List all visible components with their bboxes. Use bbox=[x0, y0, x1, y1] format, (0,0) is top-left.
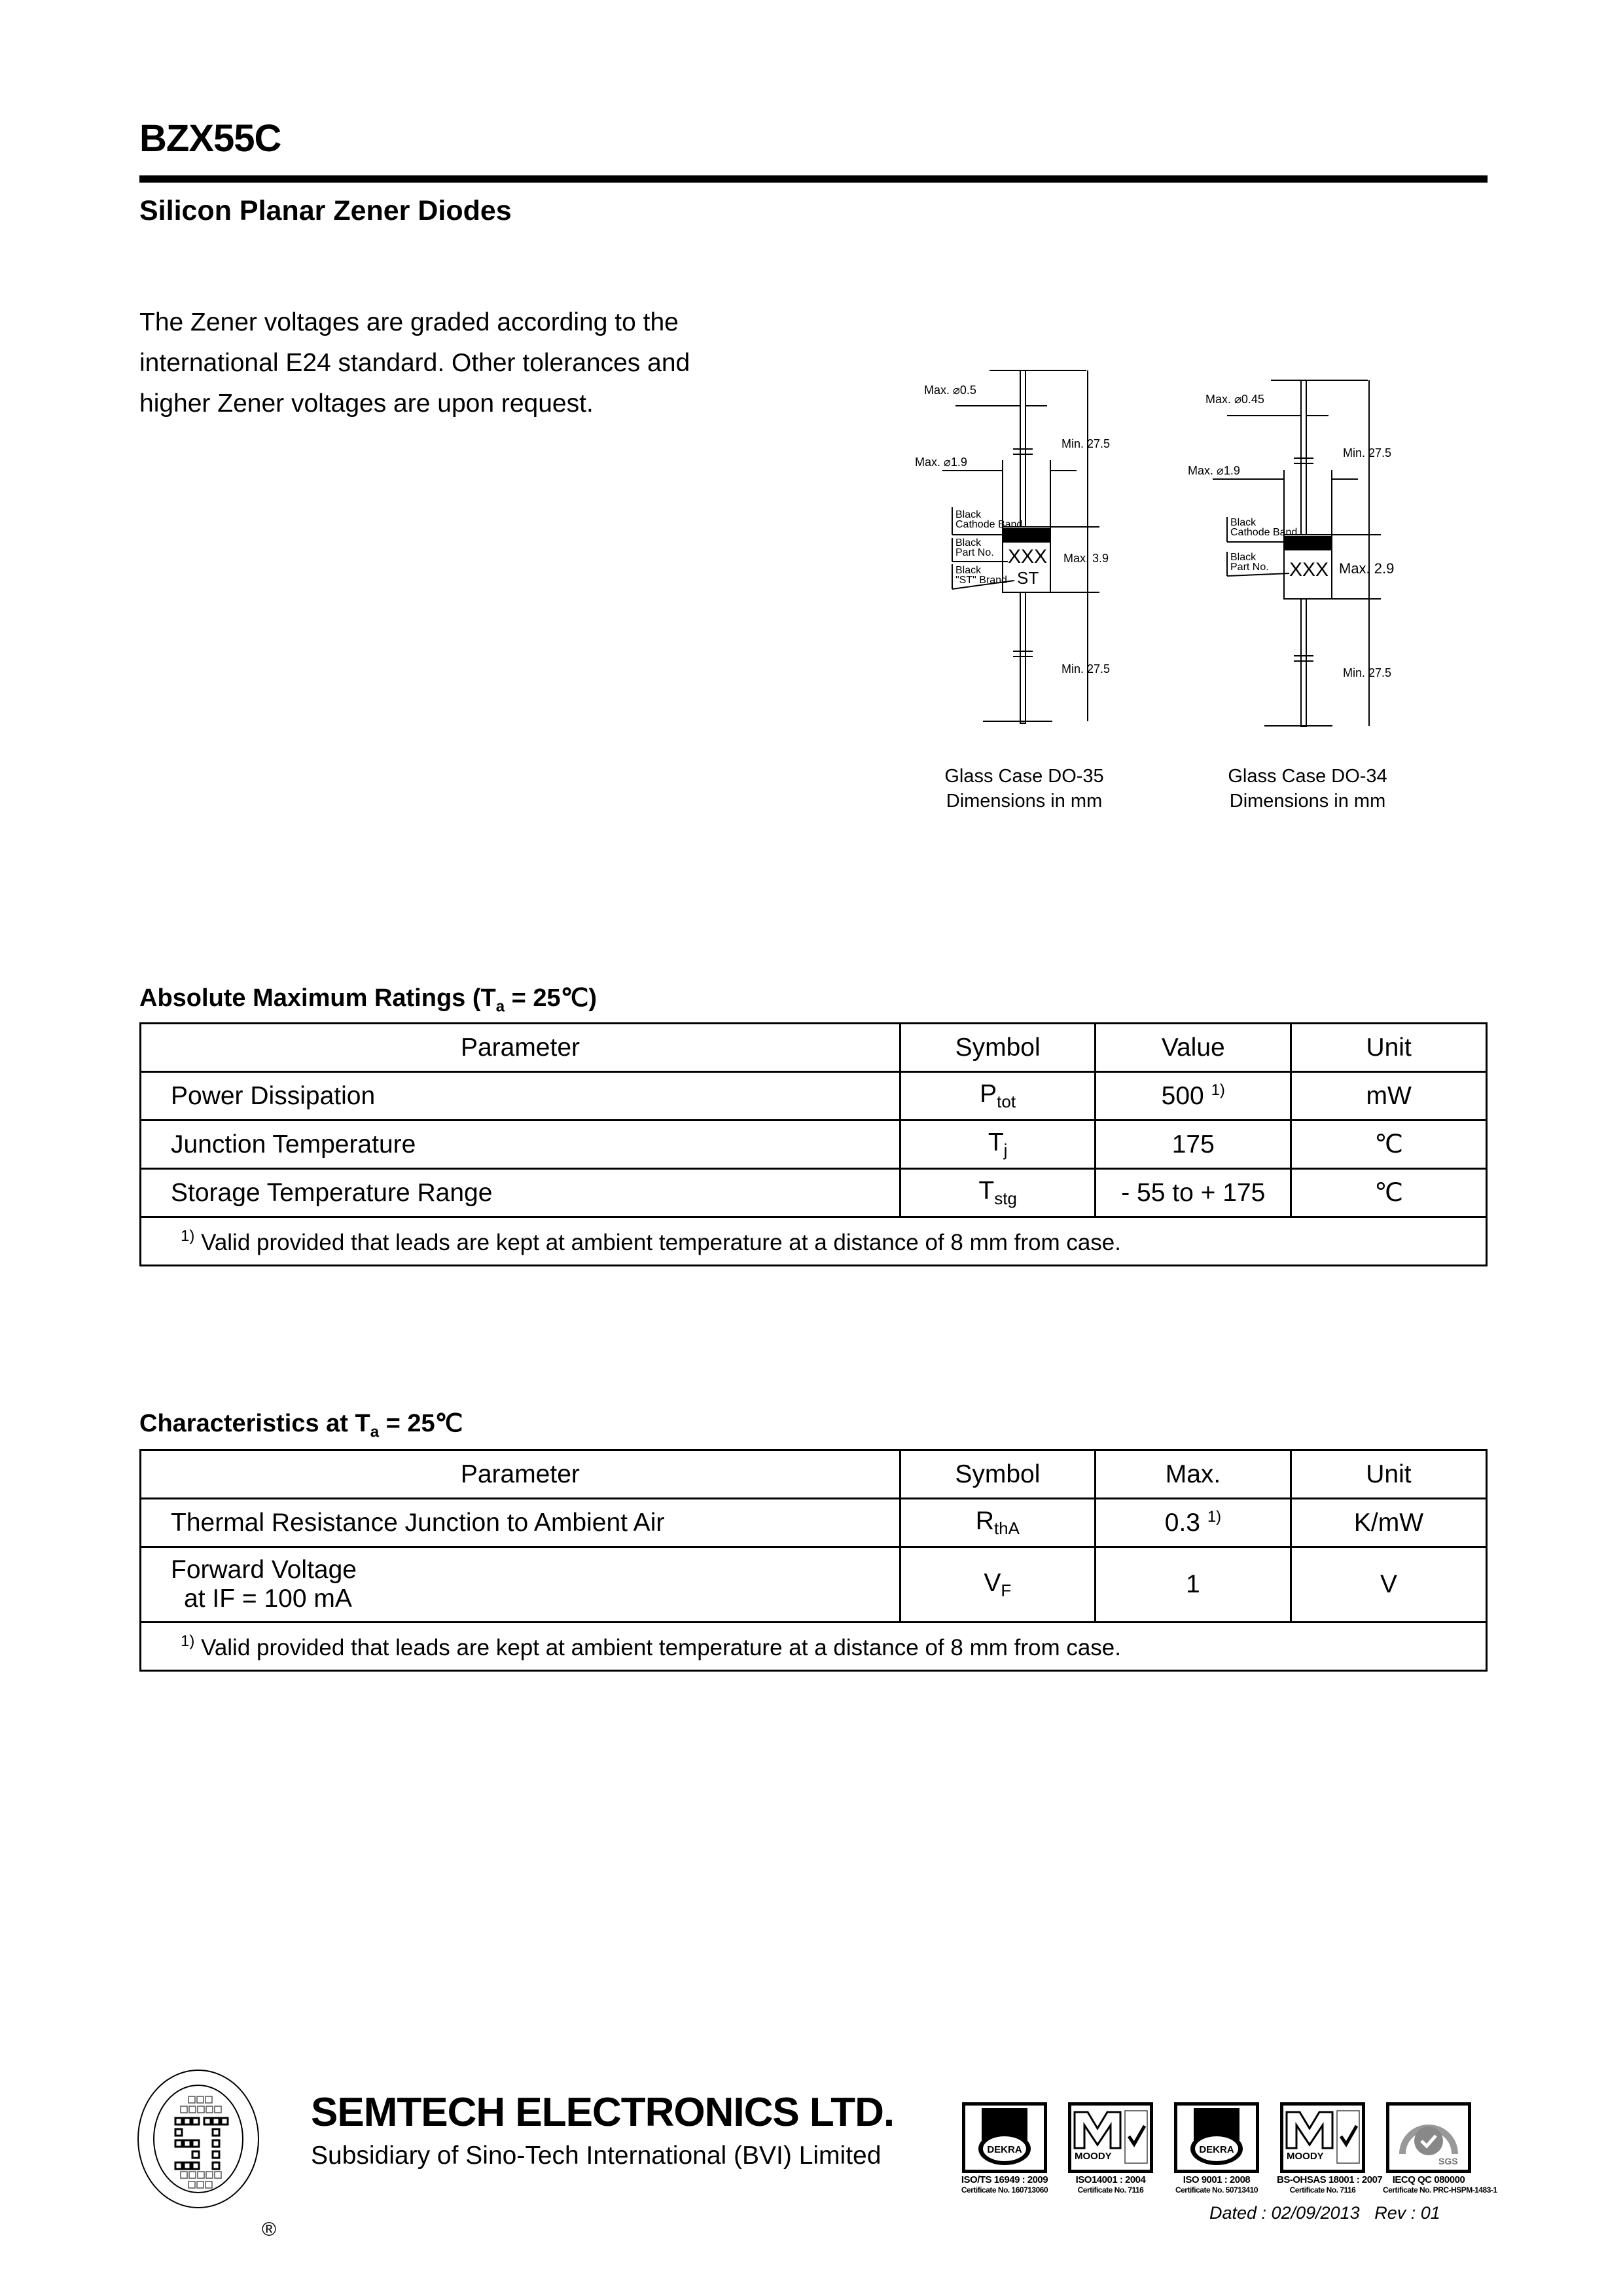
svg-text:DEKRA: DEKRA bbox=[1199, 2144, 1234, 2155]
col-header-parameter: Parameter bbox=[141, 1024, 901, 1072]
certification-item: DEKRA ISO/TS 16949 : 2009 Certificate No. 160713060 bbox=[959, 2102, 1050, 2195]
col-header-max: Max. bbox=[1096, 1450, 1291, 1499]
intro-line: The Zener voltages are graded according to the bbox=[139, 308, 679, 336]
do34-caption: Glass Case DO-34 Dimensions in mm bbox=[1228, 766, 1387, 812]
table-row: Storage Temperature Range $T_{stg}$ - 55 to + 175 ℃ bbox=[141, 1169, 1487, 1217]
abs-max-table bbox=[139, 1022, 1488, 1266]
moody-ukas-logo-icon bbox=[1280, 2102, 1365, 2173]
company-logo bbox=[136, 2067, 267, 2250]
col-header-unit: Unit bbox=[1291, 1450, 1486, 1499]
col-header-symbol: Symbol bbox=[900, 1450, 1095, 1499]
moody-ukas-logo-icon bbox=[1068, 2102, 1153, 2173]
intro-paragraph bbox=[139, 302, 741, 424]
svg-text:DEKRA: DEKRA bbox=[987, 2144, 1022, 2155]
do35-lead-length-top: Min. 27.5 bbox=[1061, 437, 1111, 450]
dekra-logo-icon bbox=[1174, 2102, 1259, 2173]
table-row: Thermal Resistance Junction to Ambient Air $R_{thA}$ 0.3 $^{1)}$ K/mW bbox=[141, 1499, 1487, 1547]
do35-caption: Glass Case DO-35 Dimensions in mm bbox=[944, 766, 1104, 812]
certification-item: DEKRA ISO 9001 : 2008 Certificate No. 50713410 bbox=[1171, 2102, 1262, 2195]
table-header-row bbox=[141, 1024, 1487, 1072]
diodes-dimension-drawing bbox=[890, 353, 1479, 825]
svg-text:Part No.: Part No. bbox=[1230, 562, 1269, 573]
sgs-logo-icon bbox=[1386, 2102, 1471, 2173]
dekra-logo-icon bbox=[962, 2102, 1047, 2173]
do35-body-length: Max. 3.9 bbox=[1063, 552, 1109, 565]
svg-text:Black: Black bbox=[1230, 517, 1257, 528]
svg-text:Part No.: Part No. bbox=[955, 547, 994, 558]
svg-text:Black: Black bbox=[1230, 552, 1257, 563]
svg-text:MOODY: MOODY bbox=[1075, 2150, 1112, 2162]
certifications bbox=[959, 2102, 1497, 2195]
table-footnote-row: $^{1)}$ Valid provided that leads are kept at ambient temperature at a distance of 8 mm from case. bbox=[141, 1217, 1487, 1266]
svg-text:XXX: XXX bbox=[1008, 546, 1048, 567]
table-footnote-row: $^{1)}$ Valid provided that leads are kept at ambient temperature at a distance of 8 mm from case. bbox=[141, 1623, 1487, 1671]
do34-body-length: Max. 2.9 bbox=[1339, 560, 1395, 577]
do35-lead-diameter: Max. ⌀0.5 bbox=[924, 384, 976, 397]
table-header-row bbox=[141, 1450, 1487, 1499]
company-subsidiary: Subsidiary of Sino-Tech International (BVI) Limited bbox=[311, 2142, 882, 2170]
abs-max-heading: Absolute Maximum Ratings ($T_a$ = 25℃) bbox=[139, 984, 597, 1016]
registered-mark: ® bbox=[262, 2219, 277, 2240]
col-header-parameter: Parameter bbox=[141, 1450, 901, 1499]
do34-lead-length-top: Min. 27.5 bbox=[1343, 446, 1392, 459]
table-row: Junction Temperature $T_j$ 175 ℃ bbox=[141, 1121, 1487, 1169]
table-row: Power Dissipation $P_{tot}$ 500 $^{1)}$ mW bbox=[141, 1072, 1487, 1121]
company-name: SEMTECH ELECTRONICS LTD. bbox=[311, 2090, 895, 2135]
svg-text:Cathode Band: Cathode Band bbox=[955, 519, 1023, 530]
svg-text:Black: Black bbox=[955, 565, 982, 576]
svg-text:XXX: XXX bbox=[1289, 559, 1329, 581]
page-subtitle: Silicon Planar Zener Diodes bbox=[139, 195, 512, 226]
revision-info: Dated : 02/09/2013 Rev : 01 bbox=[1209, 2203, 1440, 2223]
intro-line: international E24 standard. Other tolerances and bbox=[139, 349, 690, 377]
svg-text:MOODY: MOODY bbox=[1287, 2150, 1324, 2162]
svg-text:SGS: SGS bbox=[1438, 2156, 1458, 2166]
do34-lead-length-bottom: Min. 27.5 bbox=[1343, 666, 1392, 679]
col-header-value: Value bbox=[1096, 1024, 1291, 1072]
characteristics-heading: Characteristics at $T_a$ = 25℃ bbox=[139, 1410, 463, 1441]
svg-text:ST: ST bbox=[1017, 568, 1039, 588]
header-divider bbox=[139, 175, 1488, 183]
intro-line: higher Zener voltages are upon request. bbox=[139, 389, 594, 418]
part-number-title: BZX55C bbox=[139, 117, 281, 160]
certification-item: SGS IECQ QC 080000 Certificate No. PRC-HSPM-1483-1 bbox=[1383, 2102, 1474, 2195]
table-row: Forward Voltage at IF = 100 mA $V_F$ 1 V bbox=[141, 1547, 1487, 1623]
col-header-unit: Unit bbox=[1291, 1024, 1487, 1072]
svg-text:Cathode Band: Cathode Band bbox=[1230, 527, 1298, 538]
do35-lead-length-bottom: Min. 27.5 bbox=[1061, 662, 1111, 675]
characteristics-table bbox=[139, 1449, 1488, 1672]
do34-body-diameter: Max. ⌀1.9 bbox=[1188, 464, 1240, 477]
svg-text:"ST" Brand: "ST" Brand bbox=[955, 575, 1007, 586]
package-diagrams bbox=[890, 353, 1479, 812]
svg-text:Black: Black bbox=[955, 537, 982, 548]
do35-body-diameter: Max. ⌀1.9 bbox=[915, 456, 967, 469]
certification-item: MOODY ISO14001 : 2004 Certificate No. 7116 bbox=[1065, 2102, 1156, 2195]
certification-item: MOODY BS-OHSAS 18001 : 2007 Certificate No. 7116 bbox=[1277, 2102, 1368, 2195]
col-header-symbol: Symbol bbox=[900, 1024, 1095, 1072]
do34-lead-diameter: Max. ⌀0.45 bbox=[1205, 393, 1264, 406]
svg-text:Black: Black bbox=[955, 509, 982, 520]
